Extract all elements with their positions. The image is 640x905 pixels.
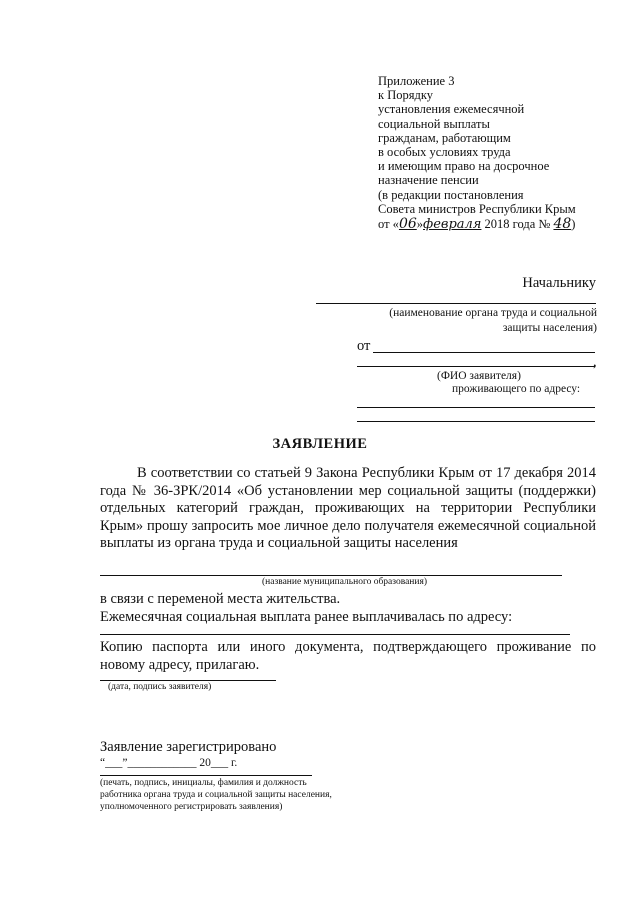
org-name-line — [316, 303, 596, 304]
appendix-line: Совета министров Республики Крым — [378, 201, 576, 216]
registration-hint-2: работника органа труда и социальной защиты населения, — [100, 790, 332, 800]
previous-address-text: Ежемесячная социальная выплата ранее выплачивалась по адресу: — [100, 609, 513, 625]
municipality-line — [100, 575, 562, 576]
from-label: от — [357, 338, 371, 354]
address-line-1 — [357, 407, 595, 408]
document-title: ЗАЯВЛЕНИЕ — [272, 436, 368, 452]
fio-comma: , — [593, 354, 597, 370]
date-number-handwritten: 48 — [553, 216, 572, 233]
registration-signature-line — [100, 775, 312, 776]
previous-address-line — [100, 634, 570, 635]
appendix-line: к Порядку — [378, 88, 433, 103]
address-line-2 — [357, 421, 595, 422]
appendix-line: установления ежемесячной — [378, 102, 525, 117]
org-hint-2: защиты населения) — [502, 322, 597, 334]
appendix-date-line — [378, 217, 576, 232]
appendix-line: и имеющим право на досрочное — [378, 159, 550, 174]
org-hint-1: (наименование органа труда и социальной — [389, 307, 597, 319]
date-signature-line — [100, 680, 276, 681]
appendix-line: гражданам, работающим — [378, 130, 511, 145]
municipality-hint: (название муниципального образования) — [262, 577, 428, 587]
from-line — [373, 352, 595, 353]
appendix-line: в особых условиях труда — [378, 145, 511, 160]
registration-date-line: “___”____________ 20___ г. — [100, 757, 238, 769]
date-close: ) — [571, 217, 576, 232]
relocation-text: в связи с переменой места жительства. — [100, 591, 341, 607]
date-month-handwritten: февраля — [423, 217, 482, 233]
request-paragraph: В соответствии со статьей 9 Закона Республики Крым от 17 декабря 2014 года № 36-ЗРК/2014 «Об установлении мер социальной защиты (поддержки) отдельных категорий граждан, проживающих на территории Республики Крым» прошу запросить мое личное дело получателя ежемесячной социальной выплаты из органа труда и социальной защиты населения — [100, 465, 596, 552]
appendix-line: (в редакции постановления — [378, 187, 524, 202]
appendix-line: социальной выплаты — [378, 116, 490, 131]
appendix-line: Приложение 3 — [378, 74, 455, 88]
date-prefix: от « — [378, 217, 399, 232]
fio-hint: (ФИО заявителя) — [437, 370, 521, 382]
registration-hint-1: (печать, подпись, инициалы, фамилия и должность — [100, 778, 307, 788]
date-day-handwritten: 06 — [398, 216, 417, 233]
appendix-block — [378, 74, 576, 232]
address-label: проживающего по адресу: — [452, 383, 581, 395]
attachment-text: Копию паспорта или иного документа, подтверждающего проживание по новому адресу, прилагаю. — [100, 639, 596, 673]
appendix-line: назначение пенсии — [378, 173, 479, 188]
date-mid: » — [416, 217, 424, 232]
chief-label: Начальнику — [522, 275, 596, 291]
date-year: 2018 года № — [481, 217, 554, 232]
fio-line — [357, 366, 595, 367]
date-signature-hint: (дата, подпись заявителя) — [108, 682, 212, 692]
registration-hint-3: уполномоченного регистрировать заявления) — [100, 802, 283, 812]
registration-label: Заявление зарегистрировано — [100, 739, 277, 755]
